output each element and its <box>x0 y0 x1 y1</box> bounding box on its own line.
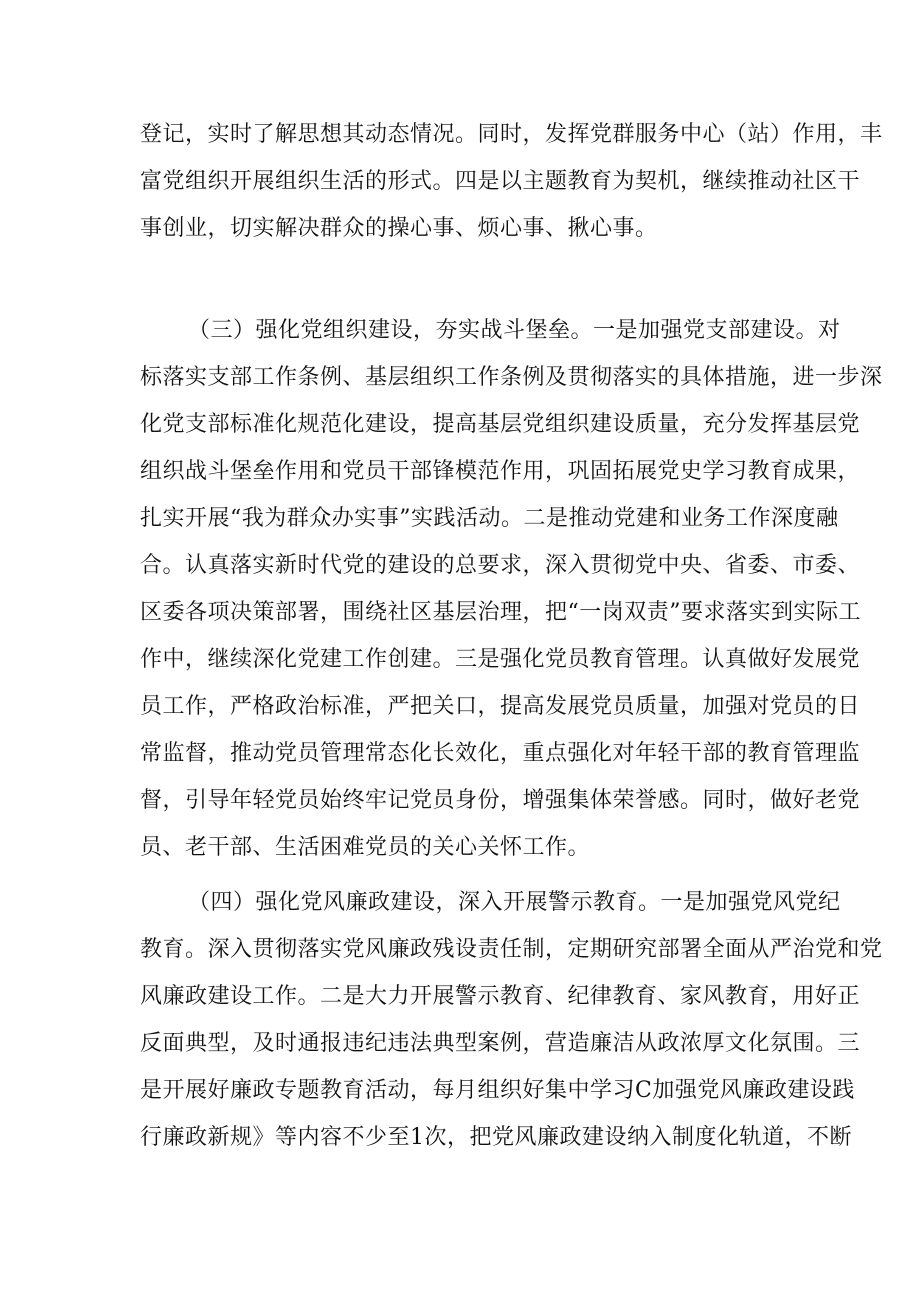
paragraph-line: 作中，继续深化党建工作创建。三是强化党员教育管理。认真做好发展党 <box>140 647 861 672</box>
paragraph-line: 登记，实时了解思想其动态情况。同时，发挥党群服务中心（站）作用，丰 <box>140 122 883 147</box>
paragraph-line: 是开展好廉政专题教育活动，每月组织好集中学习C加强党风廉政建设践 <box>140 1078 855 1103</box>
paragraph-line: 教育。深入贯彻落实党风廉政残设责任制，定期研究部署全面从严治党和党 <box>140 937 883 962</box>
section-heading-line: （四）强化党风廉政建设，深入开展警示教育。一是加强党风党纪 <box>188 890 841 915</box>
paragraph-line: 反面典型，及时通报违纪违法典型案例，营造廉洁从政浓厚文化氛围。三 <box>140 1031 861 1056</box>
paragraph-line: 员工作，严格政治标准，严把关口，提高发展党员质量，加强对党员的日 <box>140 694 861 719</box>
paragraph-line: 员、老干部、生活困难党员的关心关怀工作。 <box>140 835 591 860</box>
paragraph-line: 督，引导年轻党员始终牢记党员身份，增强集体荣誉感。同时，做好老党 <box>140 788 861 813</box>
paragraph-line: 富党组织开展组织生活的形式。四是以主题教育为契机，继续推动社区干 <box>140 169 861 194</box>
paragraph-line: 组织战斗堡垒作用和党员干部锋模范作用，巩固拓展党史学习教育成果， <box>140 459 861 484</box>
paragraph-line: 标落实支部工作条例、基层组织工作条例及贯彻落实的具体措施，进一步深 <box>140 365 883 390</box>
paragraph-line: 风廉政建设工作。二是大力开展警示教育、纪律教育、家风教育，用好正 <box>140 984 861 1009</box>
paragraph-line: 常监督，推动党员管理常态化长效化，重点强化对年轻干部的教育管理监 <box>140 741 861 766</box>
paragraph-line: 行廉政新规》等内容不少至1次，把党风廉政建设纳入制度化轨道，不断 <box>140 1125 852 1150</box>
paragraph-line: 扎实开展“我为群众办实事”实践活动。二是推动党建和业务工作深度融 <box>140 506 839 531</box>
paragraph-line: 事创业，切实解决群众的操心事、烦心事、揪心事。 <box>140 216 658 241</box>
section-heading-line: （三）强化党组织建设，夯实战斗堡垒。一是加强党支部建设。对 <box>188 318 841 343</box>
paragraph-line: 区委各项决策部署，围绕社区基层治理，把“一岗双责”要求落实到实际工 <box>140 600 861 625</box>
paragraph-line: 化党支部标准化规范化建设，提高基层党组织建设质量，充分发挥基层党 <box>140 412 861 437</box>
paragraph-line: 合。认真落实新时代党的建设的总要求，深入贯彻党中央、省委、市委、 <box>140 553 861 578</box>
